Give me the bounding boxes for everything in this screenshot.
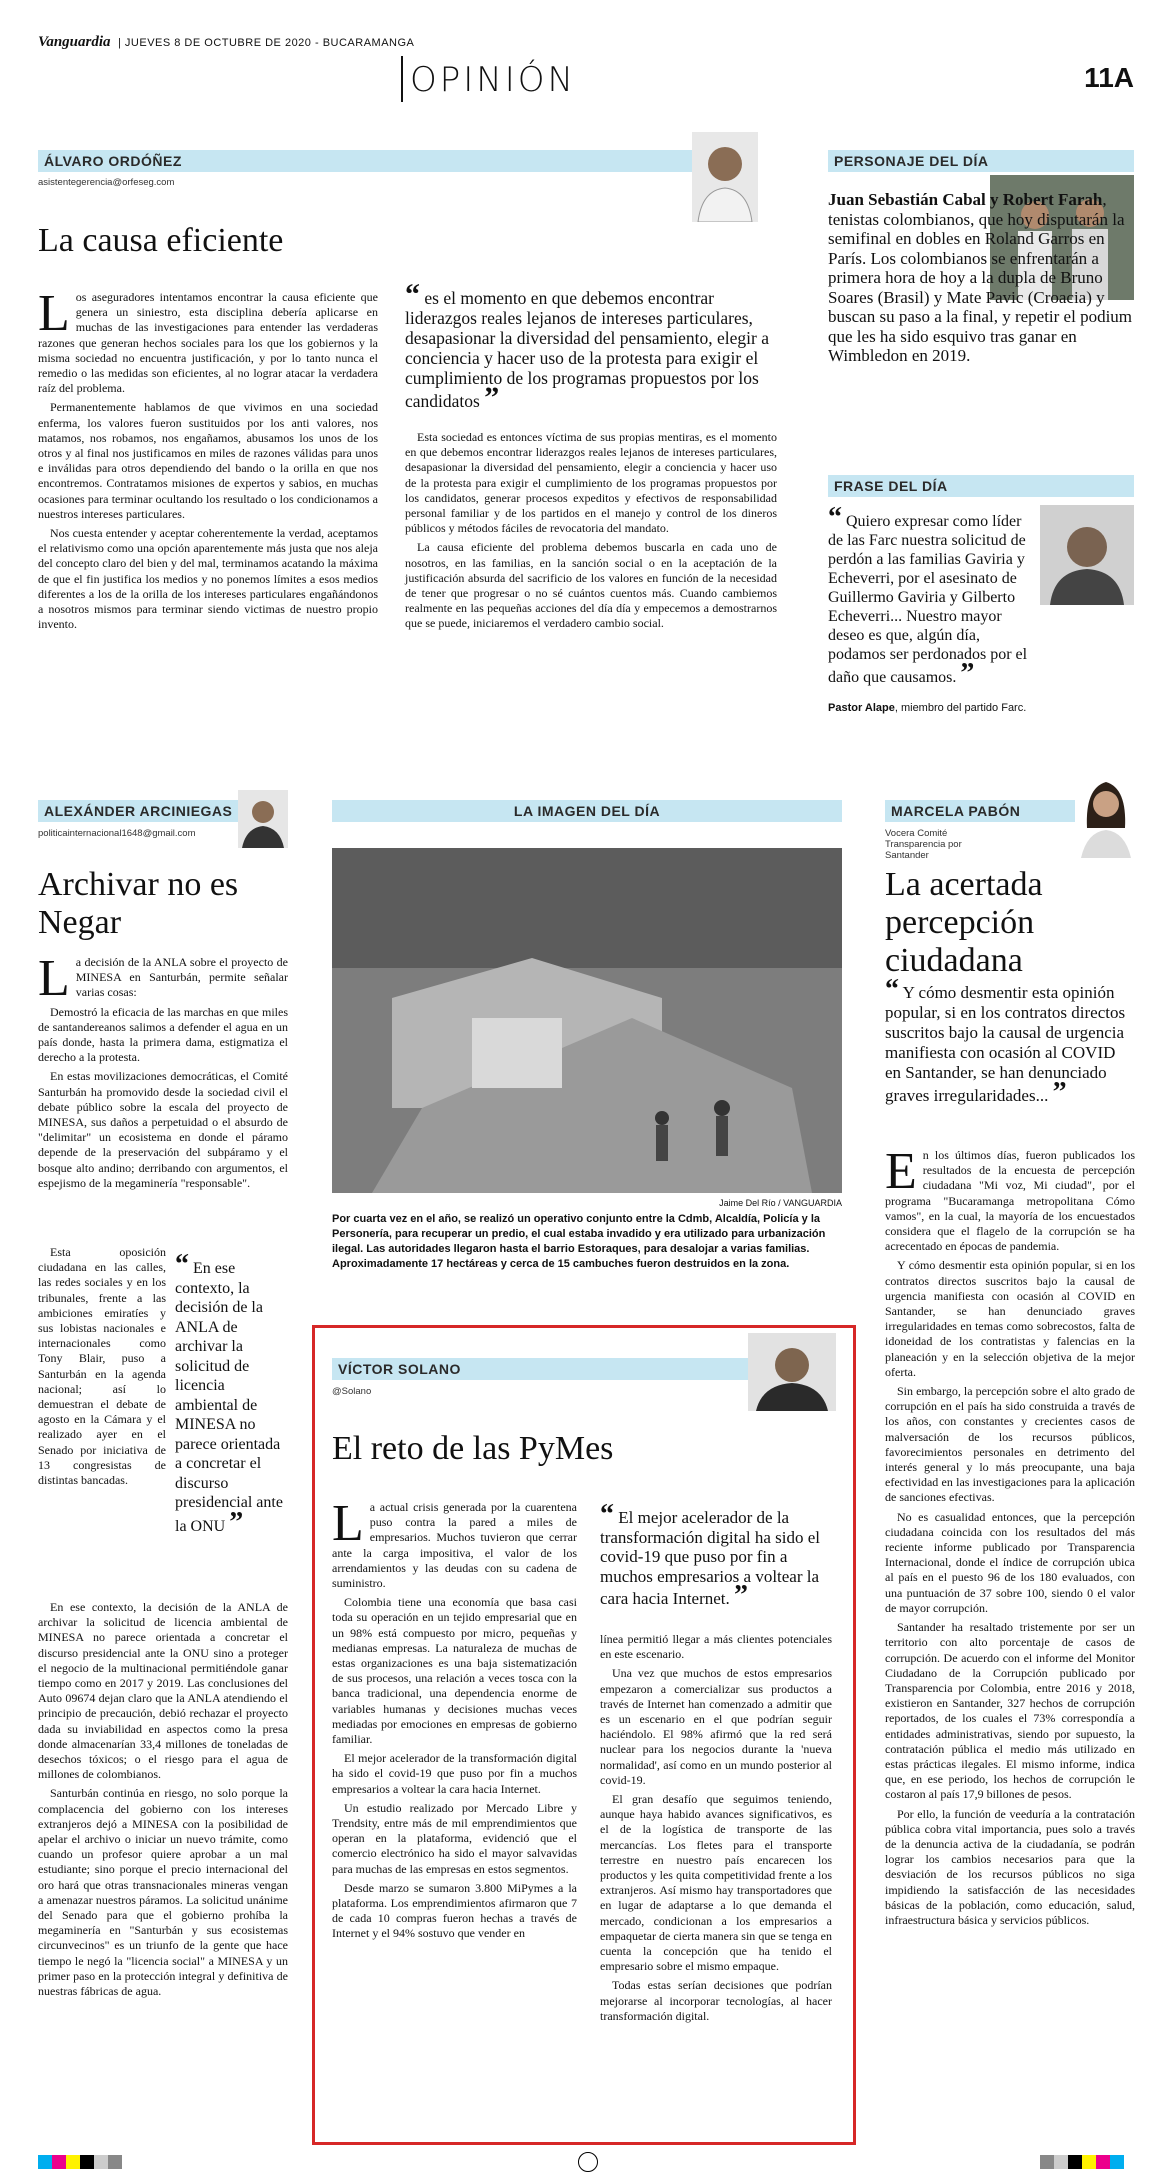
issue-date: | JUEVES 8 DE OCTUBRE DE 2020 - BUCARAMANGA [118,37,415,49]
article-body [332,1495,577,1946]
paragraph: Santurbán continúa en riesgo, no solo porque la complacencia del gobierno con los intereses extranjeros dejó a MINESA con la posibilidad de apelar el archivo o iniciar un nuevo trámite, como cuando un profesor quiere aprobar a un mal estudiante; sino porque el precio internacional del oro hará que otras transnacionales mineras vengan a amenazar nuestros páramos. La solicitud unánime del Senado para que el gobierno prohíba la megaminería en "Santurbán y sus ecosistemas circunvecinos" es un triunfo de la gente que hace tiempo le negó la "licencia social" a MINESA y un primer paso en la protección integral y definitiva de nuestras fábricas de agua. [38,1786,288,1999]
author-name: ALEXÁNDER ARCINIEGAS [44,803,233,819]
paragraph: Permanentemente hablamos de que vivimos en una sociedad enferma, los valores fueron sustituidos por los anti valores, nos matamos, nos robamos, nos engañamos, abusamos los unos de los otros y al final nos justificamos en miles de razones válidas para unos e inválidas para otros dependiendo del bando o la orilla en que nos encontremos. Contratamos misiones de expertos y sabios, en muchas ocasiones para terminar ocultando los resultado o los condicionamos a nuestros intereses particulares. [38,400,378,521]
open-quote-icon: “ [600,1499,614,1530]
close-quote-icon: ” [229,1506,244,1538]
paragraph: El mejor acelerador de la transformación digital ha sido el covid-19 que puso por fin a muchos empresarios a voltear la cara hacia Internet. [332,1751,577,1796]
author-name: ÁLVARO ORDÓÑEZ [44,153,182,169]
paragraph: línea permitió llegar a más clientes potenciales en este escenario. [600,1632,832,1662]
lead-paragraph: n los últimos días, fueron publicados los resultados de la encuesta de percepción ciudadana "Mi voz, Mi ciudad", por el programa "Bucaramanga metropolitana Cómo vamos", en la cual, la mayoría de los encuestados considera que el flagelo de la corrupción se ha acrecentado en épocas de pandemia. [885,1148,1135,1254]
pull-quote [600,1499,832,1611]
author-photo [748,1333,836,1411]
open-quote-icon: “ [885,974,899,1005]
article-body-2 [405,430,777,636]
paragraph: No es casualidad entonces, que la percepción ciudadana coincida con los resultados del más reciente informe publicado por Transparencia Internacional, donde el índice de corrupción ubica al país en el puesto 96 de los 180 evaluados, con una puntuación de 37 sobre 100, siendo 0 el valor de mayor corrupción. [885,1509,1135,1615]
open-quote-icon: “ [828,502,842,533]
photo-credit: Jaime Del Río / VANGUARDIA [719,1198,842,1208]
pull-quote-text: El mejor acelerador de la transformación digital ha sido el covid-19 que puso por fin a muchos empresarios a voltear la cara hacia Internet. [600,1508,820,1608]
frase-role: , miembro del partido Farc. [894,702,1027,714]
author-band-solano [332,1358,762,1380]
pull-quote [885,974,1135,1108]
frase-quote [828,502,1038,689]
article-body [38,285,378,636]
page-number: 11A [1084,62,1134,93]
paragraph: Un estudio realizado por Mercado Libre y Trendsity, entre más de mil emprendimientos que operan en la plataforma, evidenció que el comercio electrónico ha sido el mayor salvavidas para muchas de las empresas en estos segmentos. [332,1800,577,1876]
dropcap: E [885,1143,917,1200]
article-body [885,1143,1135,1932]
lead-paragraph: os aseguradores intentamos encontrar la causa eficiente que genera un siniestro, esta disciplina debería aplicarse en muchas de las investigaciones para entender las verdaderas razones que generan hechos sociales para los que los gobiernos y la misma sociedad no encuentra justificación, y por lo tanto nunca el remedio o las medidas son eficientes, al no lograr atacar la verdadera raíz del problema. [38,290,378,396]
close-quote-icon: ” [484,381,500,414]
paragraph: Una vez que muchos de estos empresarios empezaron a comercializar sus productos a través de Internet han comenzado a admitir que es un escenario en el que podrían seguir haciéndolo. El 98% afirmó que la red será nuclear para los negocios durante la 'nueva normalidad', así como en un mundo posterior al covid-19. [600,1666,832,1787]
color-bar-left [38,2155,122,2169]
dropcap: L [332,1495,364,1552]
author-band-pabon [885,800,1075,822]
author-role: Vocera Comité Transparencia por Santander [885,828,962,861]
masthead [38,34,1134,104]
personaje-name: Juan Sebastián Cabal y Robert Farah [828,190,1103,209]
dropcap: L [38,285,70,342]
frase-signature [828,702,1134,714]
paragraph: En estas movilizaciones democráticas, el Comité Santurbán ha promovido desde la sociedad civil el debate público sobre la escala del proyecto de MINESA, sus daños a perpetuidad o el absurdo de "delimitar" un ecosistema en donde el páramo depende de la preservación del subpáramo y el bosque alto andino; derribando con argumentos, el espejismo de la megaminería "responsable". [38,1069,288,1190]
frase-photo [1040,505,1134,605]
author-photo [238,790,288,848]
imagen-photo [332,848,842,1193]
article-title: La acertada percepción ciudadana [885,866,1043,979]
article-title: La causa eficiente [38,222,284,259]
author-email: asistentegerencia@orfeseg.com [38,177,175,188]
author-email: politicainternacional1648@gmail.com [38,828,196,839]
close-quote-icon: ” [960,658,975,689]
author-photo [692,132,758,222]
paragraph: Nos cuesta entender y aceptar coherentemente la verdad, aceptamos el relativismo como una opción aparentemente más justa que nos aleja del concepto claro del bien y del mal, terminamos acatando la máxima de que el fin justifica los medios y no ponemos límites a esos medios diferentes a los de la orilla de los intereses particulares engañándonos a nosotros mismos para terminar siendo victimas de nuestro propio invento. [38,526,378,632]
frase-band [828,475,1134,497]
section-title: OPINIÓN [410,60,576,100]
lead-paragraph: a actual crisis generada por la cuarentena puso contra la pared a miles de empresarios. Muchos tuvieron que cerrar ante la carga impositiva, el valor de los arrendamientos y las deudas con su cadena de suministro. [332,1500,577,1591]
paragraph: En ese contexto, la decisión de la ANLA de archivar la solicitud de licencia ambiental de MINESA no parece orientada a concretar el discurso presidencial ante la ONU sino a proteger el negocio de la multinacional permitiéndole ganar tiempo como en 2017 y 2019. Las conclusiones del Auto 09674 dejan claro que la ANLA atendiendo el principio de precaución, debió rechazar el proyecto dada su inviabilidad en aspectos como la presa donde almacenarían 33,4 millones de toneladas de desechos tóxicos; o el riesgo para el agua de millones de colombianos. [38,1600,288,1782]
paragraph: Esta sociedad es entonces víctima de sus propias mentiras, es el momento en que debemos encontrar liderazgos reales lejanos de intereses particulares, desapasionar la diversidad del pensamiento, elegir a conciencia y hacer uso de la protesta para exigir el cumplimiento de los programas propuestos por los candidatos, generar procesos expeditos y efectivos de responsabilidad personal familiar y de los partidos en el manejo y control de los dineros públicos y métodos fáciles de revocatoria del mandato. [405,430,777,536]
article-body-2 [38,1600,288,2003]
article-title: El reto de las PyMes [332,1430,614,1467]
paragraph: El gran desafío que seguimos teniendo, aunque haya habido avances significativos, es el de la logística de transporte de las mercancías. Los fletes para el transporte terrestre en nuestro país encarecen los productos y les quita competitividad frente a los extranjeros. Así mismo hay transportadores que en lugar de adaptarse a lo que demanda el mercado, condicionan a los empresarios a empaquetar de cierta manera sin que se tenga en cuenta la concepción que ha tenido el empresario sobre el mismo empaque. [600,1792,832,1974]
article-body [38,950,288,1195]
paragraph: Todas estas serían decisiones que podrían mejorarse al incorporar tecnologías, al hacer transformación digital. [600,1978,832,2023]
paragraph: Colombia tiene una economía que basa casi toda su operación en un tejido empresarial que en un 98% está compuesto por micro, pequeñas y medianas empresas. La naturaleza de muchas de estas organizaciones es una baja sistematización de sus procesos, una relación a veces tosca con la banca tradicional, una dependencia enorme de variables humanas y decisiones muchas veces mediadas por emociones en empresas de gobierno familiar. [332,1595,577,1747]
brand-logo: Vanguardia [38,34,111,50]
personaje-band [828,150,1134,172]
paragraph: Por ello, la función de veeduría a la contratación pública cobra vital importancia, pues solo a través de la denuncia activa de la ciudadanía, se podrán lograr los cambios necesarios para que la desviación de los recursos públicos no siga impidiendo la satisfacción de las necesidades básicas de la población, como educación, salud, infraestructura básica y servicios públicos. [885,1806,1135,1927]
pull-quote-text: es el momento en que debemos encontrar liderazgos reales lejanos de intereses particulares, desapasionar la diversidad del pensamiento, elegir a conciencia y hacer uso de la protesta para exigir el cumplimiento de los programas propuestos por los candidatos [405,288,769,411]
author-photo [1075,768,1137,858]
paragraph: Santander ha resaltado tristemente por ser un territorio con alto porcentaje de casos de corrupción. De acuerdo con el informe del Monitor Ciudadano de la Corrupción publicado por Transparencia por Colombia, entre 2016 y 2018, existieron en Santander, 327 hechos de corrupción reportados, de los cuales el 73% correspondía a entidades administrativas, siendo por supuesto, la contratación pública el medio más utilizado en estas prácticas ilegales. El mismo informe, indica que, en ese periodo, los hechos de corrupción le costaron al país 17,9 billones de pesos. [885,1620,1135,1802]
article-title: Archivar no es Negar [38,866,239,941]
frase-label: FRASE DEL DÍA [834,478,948,494]
personaje-label: PERSONAJE DEL DÍA [834,153,989,169]
pull-quote-text: Y cómo desmentir esta opinión popular, si en los contratos directos suscritos bajo la causal de urgencia manifiesta con ocasión al COVID en Santander, se han denunciado graves irregularidades... [885,983,1126,1105]
section-divider [401,56,403,102]
pull-quote-text: En ese contexto, la decisión de la ANLA de archivar la solicitud de licencia ambiental de MINESA no parece orientada a concretar el discurso presidencial ante la ONU [175,1260,283,1535]
author-name: MARCELA PABÓN [891,803,1021,819]
pull-quote [405,278,777,414]
article-body-narrow [38,1245,166,1492]
lead-paragraph: a decisión de la ANLA sobre el proyecto de MINESA en Santurbán, permite señalar varias cosas: [75,955,288,1000]
frase-quote-text: Quiero expresar como líder de las Farc nuestra solicitud de perdón a las familias Gaviria y Echeverri, por el asesinato de Guillermo Gaviria y Gilberto Echeverri... Nuestro mayor deseo es que, algún día, podamos ser perdonados por el daño que causamos. [828,513,1028,686]
open-quote-icon: “ [405,278,420,311]
imagen-label: LA IMAGEN DEL DÍA [513,803,661,819]
registration-mark-icon [578,2152,598,2172]
photo-caption: Por cuarta vez en el año, se realizó un operativo conjunto entre la Cdmb, Alcaldía, Policía y la Personería, para recuperar un predio, el cual estaba invadido y era utilizado para urbanización ilegal. Las autoridades llegaron hasta el barrio Estoraques, para desalojar a varias familias. Aproximadamente 17 hectáreas y cerca de 15 cambuches fueron destruidos en la zona. [332,1213,826,1270]
personaje-description: , tenistas colombianos, que hoy disputarán la semifinal en dobles en Roland Garros en París. Los colombianos se enfrentarán a primera hora de hoy a la dupla de Bruno Soares (Brasil) y Mate Pavic (Croacia) y buscan su paso a la final, y repetir el podium que les ha sido esquivo tras ganar en Wimbledon en 2019. [828,190,1133,365]
paragraph: Sin embargo, la percepción sobre el alto grado de corrupción en el país ha sido construida a través de los años, con constantes y crecientes casos de malversación de los recursos públicos, favorecimientos personales en detrimento del interés general y lo más preocupante, una baja efectividad en las investigaciones para la aplicación de sanciones efectivas. [885,1384,1135,1505]
paragraph: Esta oposición ciudadana en las calles, las redes sociales y en los tribunales, frente a las ambiciones emiratíes y sus lobistas nacionales e internacionales como Tony Blair, puso a Santurbán en la agenda nacional; así lo demuestran el debate de agosto en la Cámara y el realizado ayer en el Senado por iniciativa de 13 congresistas de distintas bancadas. [38,1245,166,1488]
author-name: VÍCTOR SOLANO [338,1361,461,1377]
article-body-2 [600,1632,832,2028]
open-quote-icon: “ [175,1249,189,1280]
paragraph: La causa eficiente del problema debemos buscarla en cada uno de nosotros, en las familias, en la sanción social o en la aceptación de la justificación absurda del sacrificio de los valores en función de la necesidad de tener que progresar o no sé cuántos cuentos más. Cuando cambiemos realmente en las pequeñas acciones del día día y empecemos a demostrarnos que se puede, iniciaremos el verdadero cambio social. [405,540,777,631]
paragraph: Y cómo desmentir esta opinión popular, si en los contratos directos suscritos bajo la causal de urgencia manifiesta con ocasión al COVID en Santander, se han denunciado graves irregularidades en temas como sobrecostos, falta de idoneidad de los contratistas y falencias en la planeación y en la selección objetiva de la mejor oferta. [885,1258,1135,1379]
pull-quote [175,1249,288,1538]
personaje-text [828,190,1134,366]
dropcap: L [38,950,70,1007]
frase-author: Pastor Alape [828,702,895,714]
author-handle: @Solano [332,1386,372,1397]
paragraph: Demostró la eficacia de las marchas en que miles de santandereanos salimos a defender el agua en un país donde, hasta la primera dama, estigmatiza el derecho a la protesta. [38,1004,288,1065]
paragraph: Desde marzo se sumaron 3.800 MiPymes a la plataforma. Los emprendimientos afirmaron que 7 de cada 10 compras fueron hechas a través de Internet y el 94% sostuvo que vender en [332,1880,577,1941]
close-quote-icon: ” [1052,1077,1067,1108]
author-band-ordonez [38,150,728,172]
imagen-band [332,800,842,822]
close-quote-icon: ” [734,1580,749,1611]
color-bar-right [1040,2155,1124,2169]
